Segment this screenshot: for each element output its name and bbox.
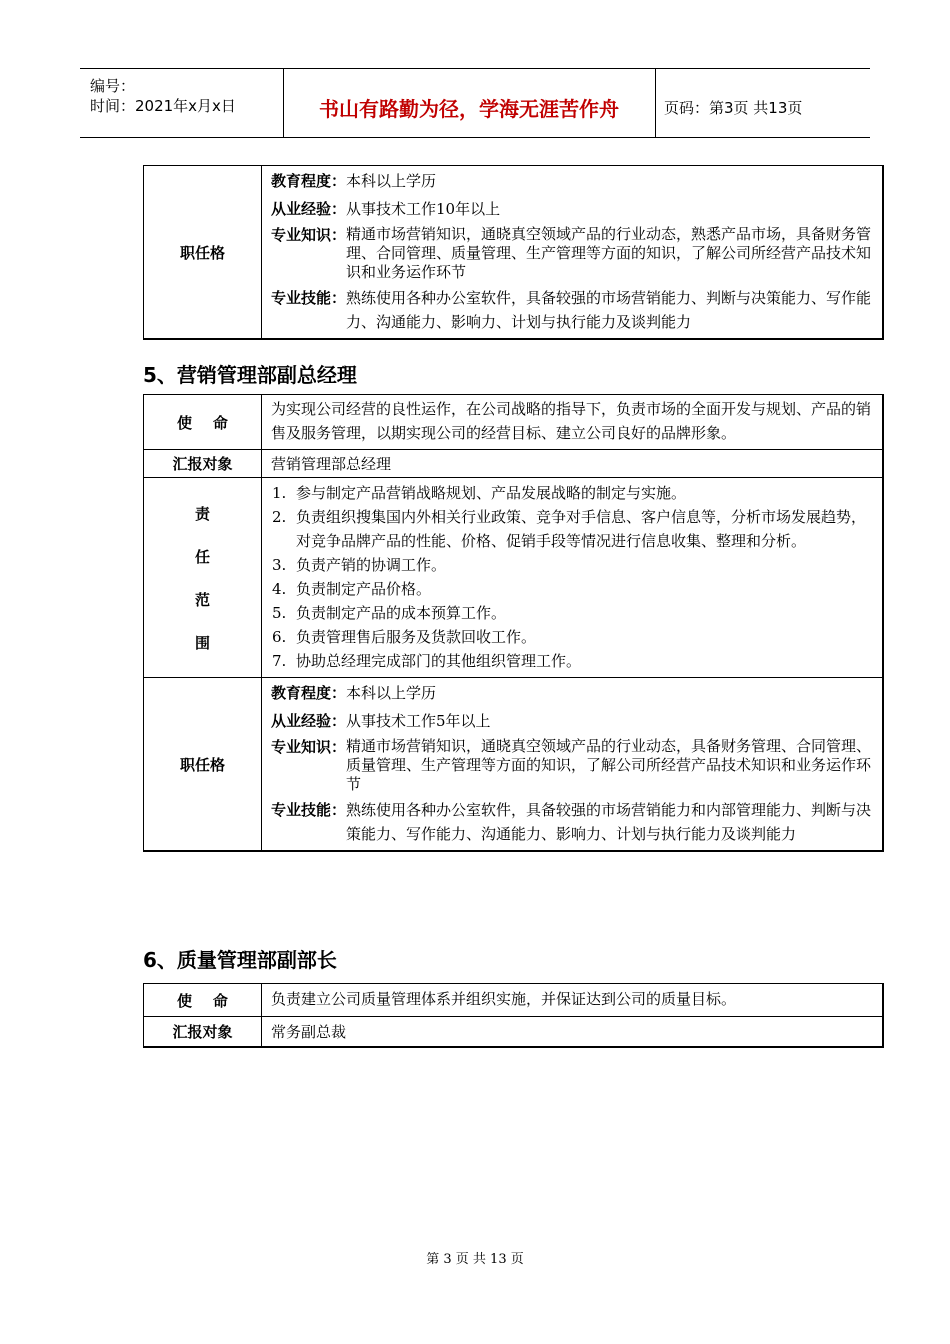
section-6-title: 6、质量管理部副部长 (143, 948, 337, 972)
education-value: 本科以上学历 (346, 172, 437, 190)
responsibility-list (262, 478, 882, 677)
list-text: 负责管理售后服务及货款回收工作。 (296, 628, 537, 646)
experience-item (271, 197, 874, 221)
section-6-table (143, 983, 884, 1048)
list-item (272, 577, 874, 601)
qualification-row (144, 677, 882, 850)
skill-value: 熟练使用各种办公室软件，具备较强的市场营销能力、判断与决策能力、写作能力、沟通能力、影响力、计划与执行能力及谈判能力 (346, 289, 872, 331)
list-number: 4. (272, 580, 287, 598)
report-row (144, 1016, 882, 1046)
header-meta-cell (80, 69, 284, 137)
header-page-cell (656, 69, 870, 137)
header-motto-cell (283, 69, 656, 137)
experience-item (271, 709, 874, 733)
skill-key: 专业技能： (271, 801, 347, 819)
page-header (80, 68, 870, 138)
report-label: 汇报对象 (144, 450, 262, 477)
knowledge-key: 专业知识： (271, 738, 347, 756)
list-number: 2. (272, 508, 287, 526)
header-page-info: 页码：第3页 共13页 (664, 99, 803, 117)
skill-item (271, 286, 874, 334)
resp-char-2: 任 (194, 547, 210, 566)
experience-key: 从业经验： (271, 712, 347, 730)
list-number: 5. (272, 604, 287, 622)
list-text: 协助总经理完成部门的其他组织管理工作。 (296, 652, 582, 670)
resp-char-1: 责 (194, 504, 210, 523)
education-value: 本科以上学历 (346, 684, 437, 702)
list-text: 负责产销的协调工作。 (296, 556, 447, 574)
knowledge-value: 精通市场营销知识，通晓真空领域产品的行业动态，具备财务管理、合同管理、质量管理、生产管理等方面的知识，了解公司所经营产品技术知识和业务运作环节 (346, 737, 872, 793)
list-text: 负责制定产品的成本预算工作。 (296, 604, 507, 622)
knowledge-item (271, 223, 874, 282)
section-5-table (143, 394, 884, 852)
list-number: 7. (272, 652, 287, 670)
knowledge-value: 精通市场营销知识，通晓真空领域产品的行业动态，熟悉产品市场，具备财务管理、合同管理、质量管理、生产管理等方面的知识，了解公司所经营产品技术知识和业务运作环节 (346, 225, 872, 281)
education-key: 教育程度： (271, 684, 347, 702)
header-motto: 书山有路勤为径，学海无涯苦作舟 (319, 97, 619, 121)
document-date: 时间：2021年x月x日 (90, 97, 236, 115)
list-item (272, 649, 874, 673)
list-text: 参与制定产品营销战略规划、产品发展战略的制定与实施。 (296, 484, 687, 502)
qualification-content (262, 166, 882, 338)
experience-key: 从业经验： (271, 200, 347, 218)
responsibility-label (144, 478, 262, 677)
mission-label: 使 命 (144, 984, 262, 1016)
education-item (271, 169, 874, 193)
report-row (144, 449, 882, 477)
list-number: 1. (272, 484, 287, 502)
report-label: 汇报对象 (144, 1017, 262, 1046)
section-5-title: 5、营销管理部副总经理 (143, 363, 357, 387)
knowledge-key: 专业知识： (271, 226, 347, 244)
list-item (272, 553, 874, 577)
mission-text: 为实现公司经营的良性运作，在公司战略的指导下，负责市场的全面开发与规划、产品的销售及服务管理，以期实现公司的经营目标、建立公司良好的品牌形象。 (271, 400, 872, 442)
skill-value: 熟练使用各种办公室软件，具备较强的市场营销能力和内部管理能力、判断与决策能力、写作能力、沟通能力、影响力、计划与执行能力及谈判能力 (346, 801, 872, 843)
list-item (272, 505, 874, 553)
resp-char-3: 范 (194, 590, 210, 609)
list-item (272, 625, 874, 649)
document-number-label: 编号： (90, 77, 136, 95)
list-item (272, 601, 874, 625)
resp-char-4: 围 (194, 633, 210, 652)
education-key: 教育程度： (271, 172, 347, 190)
skill-key: 专业技能： (271, 289, 347, 307)
experience-value: 从事技术工作5年以上 (346, 712, 491, 730)
list-number: 6. (272, 628, 287, 646)
mission-row (144, 984, 882, 1016)
list-item (272, 481, 874, 505)
report-text: 营销管理部总经理 (271, 455, 392, 473)
education-item (271, 681, 874, 705)
knowledge-item (271, 735, 874, 794)
list-text: 负责制定产品价格。 (296, 580, 432, 598)
experience-value: 从事技术工作10年以上 (346, 200, 501, 218)
page-footer: 第 3 页 共 13 页 (426, 1252, 524, 1267)
responsibility-row (144, 477, 882, 677)
mission-row (144, 395, 882, 449)
mission-text: 负责建立公司质量管理体系并组织实施，并保证达到公司的质量目标。 (271, 990, 737, 1008)
qualification-label: 职任格 (144, 678, 262, 850)
qualification-content (262, 678, 882, 850)
qualification-table-prev (143, 165, 884, 340)
skill-item (271, 798, 874, 846)
mission-label: 使 命 (144, 395, 262, 449)
report-text: 常务副总裁 (271, 1023, 347, 1041)
list-text: 负责组织搜集国内外相关行业政策、竞争对手信息、客户信息等，分析市场发展趋势，对竞争品牌产品的性能、价格、促销手段等情况进行信息收集、整理和分析。 (296, 508, 867, 550)
list-number: 3. (272, 556, 287, 574)
qualification-row (144, 166, 882, 338)
qualification-label: 职任格 (144, 166, 262, 338)
